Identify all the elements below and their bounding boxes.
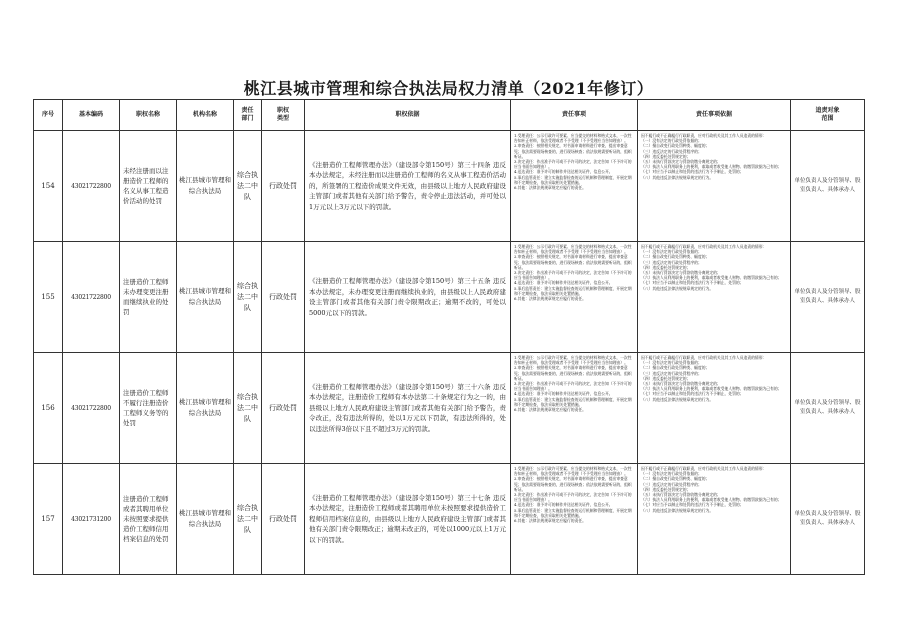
basis-item: （五）未执行罚款决定与罚款收缴分离规定的；: [641, 159, 721, 165]
resp-item: 1.受理责任：公示行政许可要素、应当提交的材料和格式文本，一次性告知补正材料，依法受理或者不予受理（不予受理应当告知理由）。: [514, 244, 632, 255]
row-responsibility-basis: [638, 131, 791, 242]
resp-item: 2.审查责任：按照相关规定，对书面申请材料进行审查，提出审查意见；依法需要现场核查的，进行现场核查；依法依规需要听证的，组织听证。: [514, 476, 632, 492]
row-seq: 154: [34, 131, 63, 242]
basis-item: （八）其他违反法律法规规章规定的行为。: [641, 285, 714, 291]
basis-item: 因不履行或不正确履行行政职责，应对行政机关及其工作人员追责的情形：: [641, 133, 767, 138]
resp-item: 4.送达责任：准予许可的制作并送达相关证件，信息公开。: [514, 391, 613, 397]
row-power-name: 未经注册而以注册造价工程师的名义从事工程造价活动的处罚: [120, 131, 177, 242]
row-org: 桃江县城市管理和综合执法局: [177, 464, 234, 575]
row-power-name: 注册造价工程师未办理变更注册而继续执业的处罚: [120, 242, 177, 353]
row-seq: 157: [34, 464, 63, 575]
basis-item: （七）对应当予以制止和处罚的违法行为不予制止、处罚的；: [641, 502, 744, 508]
basis-item: （五）未执行罚款决定与罚款收缴分离规定的；: [641, 270, 721, 276]
row-subject: 单位负责人及分管领导、股室负责人、具体承办人: [791, 353, 865, 464]
basis-item: （一）没有法定的行政处罚依据的；: [641, 471, 702, 477]
basis-item: （六）执法人员利用职务上的便利，索取或者收受他人财物、收缴罚款据为己有的；: [641, 275, 782, 281]
basis-item: （八）其他违反法律法规规章规定的行为。: [641, 507, 714, 513]
resp-item: 4.送达责任：准予许可的制作并送达相关证件，信息公开。: [514, 502, 613, 508]
row-org: 桃江县城市管理和综合执法局: [177, 131, 234, 242]
row-responsibility: [511, 353, 638, 464]
row-dept: 综合执法二中队: [234, 131, 262, 242]
resp-item: 6.其他：法律法规规章规定应履行的责任。: [514, 407, 586, 413]
basis-item: （七）对应当予以制止和处罚的违法行为不予制止、处罚的；: [641, 280, 744, 286]
resp-item: 6.其他：法律法规规章规定应履行的责任。: [514, 518, 586, 524]
row-subject: 单位负责人及分管领导、股室负责人、具体承办人: [791, 464, 865, 575]
basis-item: （一）没有法定的行政处罚依据的；: [641, 360, 702, 366]
resp-item: 5.事后监管责任：建立实施监督检查的运行机制和管理制度，开展定期和不定期检查，依法采取相关处置措施。: [514, 507, 632, 518]
row-responsibility-basis: [638, 464, 791, 575]
row-responsibility: [511, 131, 638, 242]
row-code: 43021722800: [63, 242, 120, 353]
header-seq: 序号: [34, 100, 63, 131]
resp-item: 2.审查责任：按照相关规定，对书面申请材料进行审查，提出审查意见；依法需要现场核查的，进行现场核查；依法依规需要听证的，组织听证。: [514, 365, 632, 381]
table-row: [34, 242, 865, 353]
row-power-name: 注册造价工程师不履行注册造价工程师义务等的处罚: [120, 353, 177, 464]
basis-item: （七）对应当予以制止和处罚的违法行为不予制止、处罚的；: [641, 391, 744, 397]
row-subject: 单位负责人及分管领导、股室负责人、具体承办人: [791, 242, 865, 353]
resp-item: 1.受理责任：公示行政许可要素、应当提交的材料和格式文本，一次性告知补正材料，依法受理或者不予受理（不予受理应当告知理由）。: [514, 133, 632, 144]
row-type: 行政处罚: [262, 464, 305, 575]
basis-item: （四）违反委托处罚规定的；: [641, 486, 691, 492]
resp-item: 1.受理责任：公示行政许可要素、应当提交的材料和格式文本，一次性告知补正材料，依法受理或者不予受理（不予受理应当告知理由）。: [514, 355, 632, 366]
resp-item: 3.决定责任：作出准予许可或不予许可的决定，法定告知（不予许可的应当书面告知理由）。: [514, 270, 632, 281]
basis-item: （二）擅自改变行政处罚种类、幅度的；: [641, 476, 710, 482]
resp-item: 6.其他：法律法规规章规定应履行的责任。: [514, 185, 586, 191]
row-dept: 综合执法二中队: [234, 242, 262, 353]
row-basis: 《注册造价工程师管理办法》（建设部令第150号）第三十四条 违反本办法规定，未经注册而以注册造价工程师的名义从事工程造价活动的，所签署的工程造价成果文件无效，由县级以上地方人民政府建设主管部门或者其他有关部门给予警告，责令停止违法活动，并可处以1万元以上3万元以下的罚款。: [305, 131, 511, 242]
resp-item: 3.决定责任：作出准予许可或不予许可的决定，法定告知（不予许可的应当书面告知理由）。: [514, 381, 632, 392]
basis-item: （六）执法人员利用职务上的便利，索取或者收受他人财物、收缴罚款据为己有的；: [641, 386, 782, 392]
row-org: 桃江县城市管理和综合执法局: [177, 353, 234, 464]
header-name: 职权名称: [120, 100, 177, 131]
row-seq: 156: [34, 353, 63, 464]
header-org: 机构名称: [177, 100, 234, 131]
row-code: 43021731200: [63, 464, 120, 575]
resp-item: 4.送达责任：准予许可的制作并送达相关证件，信息公开。: [514, 280, 613, 286]
row-power-name: 注册造价工程师或者其聘用单位未按照要求提供造价工程师信用档案信息的处罚: [120, 464, 177, 575]
row-type: 行政处罚: [262, 353, 305, 464]
resp-item: 6.其他：法律法规规章规定应履行的责任。: [514, 296, 586, 302]
power-list-table: [33, 99, 865, 575]
basis-item: （六）执法人员利用职务上的便利，索取或者收受他人财物、收缴罚款据为己有的；: [641, 164, 782, 170]
header-resp: 责任事项: [511, 100, 638, 131]
header-code: 基本编码: [63, 100, 120, 131]
basis-item: （八）其他违反法律法规规章规定的行为。: [641, 396, 714, 402]
row-code: 43021722800: [63, 131, 120, 242]
row-code: 43021722800: [63, 353, 120, 464]
table-row: [34, 131, 865, 242]
basis-item: （二）擅自改变行政处罚种类、幅度的；: [641, 365, 710, 371]
basis-item: （一）没有法定的行政处罚依据的；: [641, 138, 702, 144]
basis-item: （八）其他违反法律法规规章规定的行为。: [641, 174, 714, 180]
basis-item: （六）执法人员利用职务上的便利，索取或者收受他人财物、收缴罚款据为己有的；: [641, 497, 782, 503]
basis-item: （三）违反法定的行政处罚程序的；: [641, 148, 702, 154]
basis-item: （二）擅自改变行政处罚种类、幅度的；: [641, 143, 710, 149]
resp-item: 2.审查责任：按照相关规定，对书面申请材料进行审查，提出审查意见；依法需要现场核查的，进行现场核查；依法依规需要听证的，组织听证。: [514, 143, 632, 159]
resp-item: 5.事后监管责任：建立实施监督检查的运行机制和管理制度，开展定期和不定期检查，依法采取相关处置措施。: [514, 396, 632, 407]
row-responsibility: [511, 242, 638, 353]
row-basis: 《注册造价工程师管理办法》（建设部令第150号）第三十七条 违反本办法规定，注册造价工程师或者其聘用单位未按照要求提供造价工程师信用档案信息的，由县级以上地方人民政府建设主管部门或者其他有关部门责令限期改正；逾期未改正的，可处以1000元以上1万元以下的罚款。: [305, 464, 511, 575]
basis-item: 因不履行或不正确履行行政职责，应对行政机关及其工作人员追责的情形：: [641, 466, 767, 471]
basis-item: 因不履行或不正确履行行政职责，应对行政机关及其工作人员追责的情形：: [641, 244, 767, 249]
row-org: 桃江县城市管理和综合执法局: [177, 242, 234, 353]
header-basis: 职权依据: [305, 100, 511, 131]
row-responsibility: [511, 464, 638, 575]
page-title: 桃江县城市管理和综合执法局权力清单（2021年修订）: [243, 79, 654, 98]
basis-item: （五）未执行罚款决定与罚款收缴分离规定的；: [641, 381, 721, 387]
basis-item: （一）没有法定的行政处罚依据的；: [641, 249, 702, 255]
table-row: [34, 464, 865, 575]
row-dept: 综合执法二中队: [234, 353, 262, 464]
row-dept: 综合执法二中队: [234, 464, 262, 575]
basis-item: （三）违反法定的行政处罚程序的；: [641, 370, 702, 376]
resp-item: 5.事后监管责任：建立实施监督检查的运行机制和管理制度，开展定期和不定期检查，依法采取相关处置措施。: [514, 285, 632, 296]
basis-item: （二）擅自改变行政处罚种类、幅度的；: [641, 254, 710, 260]
resp-item: 3.决定责任：作出准予许可或不予许可的决定，法定告知（不予许可的应当书面告知理由）。: [514, 159, 632, 170]
row-subject: 单位负责人及分管领导、股室负责人、具体承办人: [791, 131, 865, 242]
resp-item: 1.受理责任：公示行政许可要素、应当提交的材料和格式文本，一次性告知补正材料，依法受理或者不予受理（不予受理应当告知理由）。: [514, 466, 632, 477]
row-responsibility-basis: [638, 242, 791, 353]
basis-item: （七）对应当予以制止和处罚的违法行为不予制止、处罚的；: [641, 169, 744, 175]
row-responsibility-basis: [638, 353, 791, 464]
header-type: 职权类型: [262, 100, 305, 131]
row-basis: 《注册造价工程师管理办法》（建设部令第150号）第三十五条 违反本办法规定，未办理变更注册而继续执业的，由县级以上人民政府建设主管部门或者其他有关部门责令限期改正；逾期不改的，可处以5000元以下的罚款。: [305, 242, 511, 353]
header-dept: 责任部门: [234, 100, 262, 131]
basis-item: 因不履行或不正确履行行政职责，应对行政机关及其工作人员追责的情形：: [641, 355, 767, 360]
row-type: 行政处罚: [262, 242, 305, 353]
row-type: 行政处罚: [262, 131, 305, 242]
basis-item: （四）违反委托处罚规定的；: [641, 153, 691, 159]
resp-item: 5.事后监管责任：建立实施监督检查的运行机制和管理制度，开展定期和不定期检查，依法采取相关处置措施。: [514, 174, 632, 185]
resp-item: 2.审查责任：按照相关规定，对书面申请材料进行审查，提出审查意见；依法需要现场核查的，进行现场核查；依法依规需要听证的，组织听证。: [514, 254, 632, 270]
basis-item: （五）未执行罚款决定与罚款收缴分离规定的；: [641, 492, 721, 498]
resp-item: 4.送达责任：准予许可的制作并送达相关证件，信息公开。: [514, 169, 613, 175]
row-seq: 155: [34, 242, 63, 353]
table-header-row: [34, 100, 865, 131]
basis-item: （四）违反委托处罚规定的；: [641, 375, 691, 381]
header-subject: 追责对象范围: [791, 100, 865, 131]
table-row: [34, 353, 865, 464]
header-resp-basis: 责任事项依据: [638, 100, 791, 131]
resp-item: 3.决定责任：作出准予许可或不予许可的决定，法定告知（不予许可的应当书面告知理由）。: [514, 492, 632, 503]
basis-item: （三）违反法定的行政处罚程序的；: [641, 259, 702, 265]
row-basis: 《注册造价工程师管理办法》（建设部令第150号）第三十六条 违反本办法规定，注册造价工程师有本办法第二十条规定行为之一的，由县级以上地方人民政府建设主管部门或者其他有关部门给予警告，责令改正，没有违法所得的，处以1万元以下罚款，有违法所得的，处以违法所得3倍以下且不超过3万元的罚款。: [305, 353, 511, 464]
basis-item: （三）违反法定的行政处罚程序的；: [641, 481, 702, 487]
basis-item: （四）违反委托处罚规定的；: [641, 264, 691, 270]
